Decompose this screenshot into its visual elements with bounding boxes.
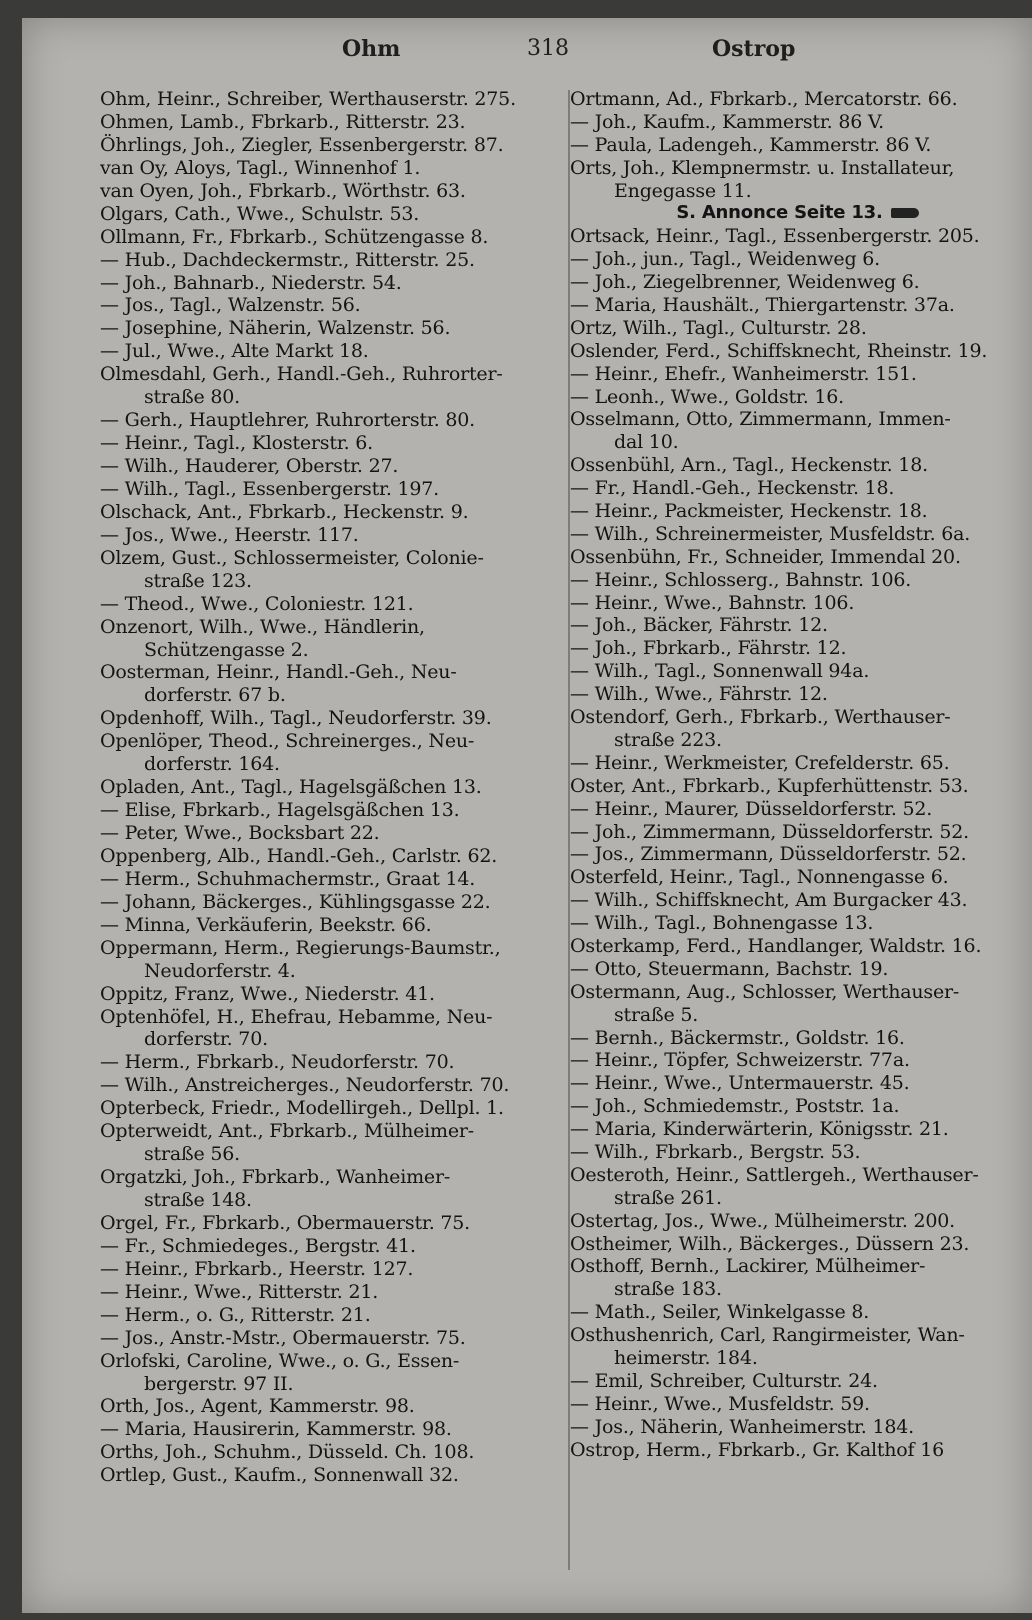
entry-text: straße 123. — [144, 569, 252, 592]
entry-text: Ortsack, Heinr., Tagl., Essenbergerstr. 205. — [570, 225, 980, 248]
entry-text: — Fr., Schmiedeges., Bergstr. 41. — [100, 1234, 416, 1257]
directory-entry — [100, 684, 562, 707]
left-column — [100, 88, 562, 1487]
directory-entry — [570, 821, 1025, 844]
entry-text: — Theod., Wwe., Coloniestr. 121. — [100, 592, 414, 615]
directory-entry — [570, 569, 1025, 592]
directory-entry — [100, 707, 562, 730]
directory-entry — [570, 111, 1025, 134]
entry-text: — Heinr., Wwe., Untermauerstr. 45. — [570, 1072, 910, 1095]
entry-text: Olmesdahl, Gerh., Handl.-Geh., Ruhrorter- — [100, 363, 503, 386]
entry-text: — Heinr., Maurer, Düsseldorferstr. 52. — [570, 797, 933, 820]
entry-text: Öhrlings, Joh., Ziegler, Essenbergerstr. 87. — [100, 133, 504, 156]
entry-text: dorferstr. 164. — [144, 753, 280, 776]
entry-text: — Josephine, Näherin, Walzenstr. 56. — [100, 317, 451, 340]
entry-text: — Heinr., Tagl., Klosterstr. 6. — [100, 432, 373, 455]
entry-text: — Elise, Fbrkarb., Hagelsgäßchen 13. — [100, 799, 460, 822]
directory-entry — [570, 981, 1025, 1004]
directory-entry — [570, 1027, 1025, 1050]
directory-entry — [100, 822, 562, 845]
entry-text: — Peter, Wwe., Bocksbart 22. — [100, 822, 380, 844]
directory-entry — [570, 1095, 1025, 1118]
entry-text: Orth, Jos., Agent, Kammerstr. 98. — [100, 1395, 415, 1418]
entry-text: — Wilh., Hauderer, Oberstr. 27. — [100, 455, 399, 477]
directory-entry — [100, 317, 562, 340]
directory-entry — [570, 386, 1025, 409]
entry-text: dorferstr. 67 b. — [144, 684, 286, 707]
directory-entry — [100, 799, 562, 822]
directory-entry — [100, 1189, 562, 1212]
directory-entry — [570, 1439, 1025, 1462]
directory-entry — [100, 524, 562, 547]
directory-page — [22, 18, 1032, 1613]
directory-entry — [100, 1051, 562, 1074]
directory-entry — [100, 1212, 562, 1235]
entry-text: Orts, Joh., Klempnermstr. u. Installateur, — [570, 156, 955, 179]
entry-text: — Minna, Verkäuferin, Beekstr. 66. — [100, 913, 432, 936]
entry-text: Schützengasse 2. — [144, 638, 309, 661]
directory-entry — [100, 1166, 562, 1189]
directory-entry — [570, 1233, 1025, 1256]
entry-text: Ortz, Wilh., Tagl., Culturstr. 28. — [570, 316, 867, 339]
directory-entry — [100, 1304, 562, 1327]
entry-text: — Maria, Haushält., Thiergartenstr. 37a. — [570, 294, 955, 317]
directory-entry — [100, 914, 562, 937]
entry-text: straße 223. — [614, 728, 722, 751]
entry-text: — Jul., Wwe., Alte Markt 18. — [100, 340, 369, 363]
directory-entry — [100, 730, 562, 753]
directory-entry — [100, 570, 562, 593]
entry-text: — Joh., Ziegelbrenner, Weidenweg 6. — [570, 271, 920, 294]
directory-entry — [100, 478, 562, 501]
directory-entry — [100, 1350, 562, 1373]
entry-text: — Heinr., Wwe., Bahnstr. 106. — [570, 591, 855, 614]
directory-entry — [570, 912, 1025, 935]
entry-text: Opdenhoff, Wilh., Tagl., Neudorferstr. 39. — [100, 707, 492, 730]
directory-entry — [570, 180, 1025, 203]
entry-text: — Heinr., Wwe., Musfeldstr. 59. — [570, 1392, 870, 1415]
entry-text: — Joh., Zimmermann, Düsseldorferstr. 52. — [570, 820, 969, 843]
entry-text: dal 10. — [614, 431, 679, 454]
directory-entry — [570, 546, 1025, 569]
right-column — [570, 88, 1025, 1461]
entry-text: Ohm, Heinr., Schreiber, Werthauserstr. 275. — [100, 88, 516, 110]
directory-entry — [100, 203, 562, 226]
entry-text: Ossenbühn, Fr., Schneider, Immendal 20. — [570, 545, 961, 568]
directory-entry — [570, 1278, 1025, 1301]
directory-entry — [570, 775, 1025, 798]
directory-entry — [100, 363, 562, 386]
directory-entry — [570, 408, 1025, 431]
directory-entry — [100, 386, 562, 409]
directory-entry — [100, 1006, 562, 1029]
directory-entry — [570, 1255, 1025, 1278]
directory-entry — [100, 1327, 562, 1350]
entry-text: Oster, Ant., Fbrkarb., Kupferhüttenstr. 53. — [570, 774, 969, 797]
entry-text: — Jos., Näherin, Wanheimerstr. 184. — [570, 1415, 914, 1438]
directory-entry — [570, 729, 1025, 752]
directory-entry — [100, 753, 562, 776]
entry-text: — Wilh., Fbrkarb., Bergstr. 53. — [570, 1140, 861, 1163]
directory-entry — [570, 431, 1025, 454]
entry-text: Oppitz, Franz, Wwe., Niederstr. 41. — [100, 982, 435, 1005]
entry-text: van Oy, Aloys, Tagl., Winnenhof 1. — [100, 156, 421, 179]
entry-text: — Otto, Steuermann, Bachstr. 19. — [570, 957, 889, 980]
entry-text: straße 80. — [144, 386, 240, 409]
directory-entry — [570, 1164, 1025, 1187]
entry-text: Ostheimer, Wilh., Bäckerges., Düssern 23. — [570, 1232, 970, 1255]
directory-entry — [570, 1301, 1025, 1324]
directory-entry — [100, 249, 562, 272]
directory-entry — [570, 958, 1025, 981]
page-header — [22, 36, 1032, 76]
directory-entry — [100, 409, 562, 432]
entry-text: — Heinr., Ehefr., Wanheimerstr. 151. — [570, 362, 917, 385]
entry-text: heimerstr. 184. — [614, 1346, 758, 1369]
entry-text: — Joh., Bäcker, Fährstr. 12. — [570, 614, 828, 637]
entry-text: — Herm., Schuhmachermstr., Graat 14. — [100, 867, 476, 890]
entry-text: Opterbeck, Friedr., Modellirgeh., Dellpl. 1. — [100, 1097, 504, 1120]
entry-text: Opladen, Ant., Tagl., Hagelsgäßchen 13. — [100, 776, 482, 799]
directory-entry — [570, 1416, 1025, 1439]
directory-entry — [100, 616, 562, 639]
directory-entry — [100, 1235, 562, 1258]
header-right-keyword: Ostrop — [712, 36, 796, 62]
directory-entry — [100, 661, 562, 684]
entry-text: — Maria, Hausirerin, Kammerstr. 98. — [100, 1418, 452, 1441]
directory-entry — [100, 294, 562, 317]
entry-text: — Jos., Zimmermann, Düsseldorferstr. 52. — [570, 843, 967, 866]
entry-text: — Heinr., Werkmeister, Crefelderstr. 65. — [570, 751, 950, 774]
entry-text: Osthoff, Bernh., Lackirer, Mülheimer- — [570, 1255, 926, 1278]
entry-text: Oppenberg, Alb., Handl.-Geh., Carlstr. 62. — [100, 844, 498, 867]
directory-entry — [100, 845, 562, 868]
directory-entry — [570, 1118, 1025, 1141]
entry-text: Osthushenrich, Carl, Rangirmeister, Wan- — [570, 1324, 965, 1347]
entry-text: — Gerh., Hauptlehrer, Ruhrorterstr. 80. — [100, 409, 476, 432]
directory-entry — [100, 1373, 562, 1396]
directory-entry — [570, 363, 1025, 386]
directory-entry — [570, 1393, 1025, 1416]
entry-text: Oosterman, Heinr., Handl.-Geh., Neu- — [100, 661, 457, 684]
entry-text: straße 261. — [614, 1186, 722, 1209]
entry-text: Ostendorf, Gerh., Fbrkarb., Werthauser- — [570, 706, 951, 729]
directory-entry — [570, 294, 1025, 317]
entry-text: — Emil, Schreiber, Culturstr. 24. — [570, 1369, 878, 1392]
entry-text: Engegasse 11. — [614, 179, 752, 202]
directory-entry — [100, 983, 562, 1006]
directory-entry — [100, 937, 562, 960]
entry-text: Osterfeld, Heinr., Tagl., Nonnengasse 6. — [570, 866, 949, 889]
directory-entry — [570, 935, 1025, 958]
entry-text: S. Annonce Seite 13. — [676, 202, 883, 224]
entry-text: — Leonh., Wwe., Goldstr. 16. — [570, 385, 845, 408]
directory-entry — [100, 891, 562, 914]
directory-entry — [570, 1324, 1025, 1347]
entry-text: straße 148. — [144, 1189, 252, 1211]
entry-text: Ossenbühl, Arn., Tagl., Heckenstr. 18. — [570, 454, 928, 477]
entry-text: Osselmann, Otto, Zimmermann, Immen- — [570, 408, 951, 431]
entry-text: — Fr., Handl.-Geh., Heckenstr. 18. — [570, 477, 895, 500]
entry-text: straße 5. — [614, 1003, 699, 1026]
directory-entry — [570, 477, 1025, 500]
entry-text: — Joh., Schmiedemstr., Poststr. 1a. — [570, 1095, 900, 1118]
entry-text: Ostermann, Aug., Schlosser, Werthauser- — [570, 980, 960, 1003]
entry-text: Opterweidt, Ant., Fbrkarb., Mülheimer- — [100, 1120, 474, 1143]
directory-entry — [570, 1370, 1025, 1393]
entry-text: — Heinr., Töpfer, Schweizerstr. 77a. — [570, 1049, 910, 1072]
directory-entry — [570, 134, 1025, 157]
entry-text: Ortlep, Gust., Kaufm., Sonnenwall 32. — [100, 1464, 459, 1487]
entry-text: Oppermann, Herm., Regierungs-Baumstr., — [100, 936, 501, 959]
directory-entry — [100, 1097, 562, 1120]
entry-text: Openlöper, Theod., Schreinerges., Neu- — [100, 730, 475, 753]
directory-entry — [100, 1074, 562, 1097]
directory-entry — [100, 272, 562, 295]
entry-text: Ollmann, Fr., Fbrkarb., Schützengasse 8. — [100, 225, 489, 248]
header-left-keyword: Ohm — [342, 36, 401, 62]
directory-entry — [100, 88, 562, 111]
directory-entry — [570, 317, 1025, 340]
directory-entry — [570, 752, 1025, 775]
directory-entry — [100, 1464, 562, 1487]
entry-text: Ostertag, Jos., Wwe., Mülheimerstr. 200. — [570, 1209, 956, 1232]
entry-text: — Wilh., Wwe., Fährstr. 12. — [570, 683, 828, 706]
entry-text: — Joh., jun., Tagl., Weidenweg 6. — [570, 248, 880, 271]
entry-text: — Joh., Fbrkarb., Fährstr. 12. — [570, 637, 847, 660]
entry-text: — Bernh., Bäckermstr., Goldstr. 16. — [570, 1026, 905, 1049]
entry-text: van Oyen, Joh., Fbrkarb., Wörthstr. 63. — [100, 179, 466, 202]
directory-entry — [100, 1281, 562, 1304]
entry-text: Ortmann, Ad., Fbrkarb., Mercatorstr. 66. — [570, 88, 958, 110]
directory-entry — [570, 843, 1025, 866]
entry-text: Olgars, Cath., Wwe., Schulstr. 53. — [100, 202, 420, 225]
directory-entry — [100, 134, 562, 157]
directory-entry — [570, 866, 1025, 889]
directory-entry — [570, 683, 1025, 706]
entry-text: — Jos., Tagl., Walzenstr. 56. — [100, 294, 361, 317]
entry-text: Olschack, Ant., Fbrkarb., Heckenstr. 9. — [100, 500, 469, 523]
directory-entry — [100, 960, 562, 983]
directory-entry — [100, 226, 562, 249]
entry-text: Olzem, Gust., Schlossermeister, Colonie- — [100, 546, 484, 569]
entry-text: — Joh., Bahnarb., Niederstr. 54. — [100, 271, 402, 294]
directory-entry — [100, 868, 562, 891]
directory-entry — [570, 500, 1025, 523]
directory-entry — [100, 111, 562, 134]
directory-entry — [570, 157, 1025, 180]
directory-entry — [570, 1210, 1025, 1233]
entry-text: Osterkamp, Ferd., Handlanger, Waldstr. 16. — [570, 934, 982, 957]
entry-text: — Heinr., Fbrkarb., Heerstr. 127. — [100, 1257, 414, 1280]
directory-entry — [100, 776, 562, 799]
entry-text: straße 183. — [614, 1278, 722, 1301]
directory-entry — [570, 88, 1025, 111]
entry-text: Oslender, Ferd., Schiffsknecht, Rheinstr. 19. — [570, 339, 988, 362]
directory-entry — [100, 639, 562, 662]
directory-entry — [100, 1143, 562, 1166]
entry-text: — Paula, Ladengeh., Kammerstr. 86 V. — [570, 133, 932, 156]
directory-entry — [100, 432, 562, 455]
entry-text: — Wilh., Anstreicherges., Neudorferstr. 70. — [100, 1074, 510, 1097]
entry-text: — Heinr., Wwe., Ritterstr. 21. — [100, 1280, 379, 1303]
entry-text: Optenhöfel, H., Ehefrau, Hebamme, Neu- — [100, 1005, 493, 1028]
entry-text: — Hub., Dachdeckermstr., Ritterstr. 25. — [100, 248, 475, 271]
directory-entry — [570, 1347, 1025, 1370]
directory-entry — [570, 225, 1025, 248]
entry-text: Ostrop, Herm., Fbrkarb., Gr. Kalthof 16 — [570, 1438, 944, 1461]
directory-entry — [570, 889, 1025, 912]
entry-text: dorferstr. 70. — [144, 1028, 268, 1051]
entry-text: — Wilh., Tagl., Essenbergerstr. 197. — [100, 477, 440, 500]
directory-entry — [100, 501, 562, 524]
directory-entry — [100, 547, 562, 570]
entry-text: — Jos., Anstr.-Mstr., Obermauerstr. 75. — [100, 1326, 466, 1349]
directory-entry — [100, 1258, 562, 1281]
entry-text: Orths, Joh., Schuhm., Düsseld. Ch. 108. — [100, 1441, 475, 1464]
directory-entry — [570, 706, 1025, 729]
directory-entry — [570, 1187, 1025, 1210]
directory-entry — [570, 340, 1025, 363]
entry-text: — Herm., o. G., Ritterstr. 21. — [100, 1303, 371, 1326]
directory-entry — [100, 1395, 562, 1418]
directory-entry — [570, 271, 1025, 294]
entry-text: Ohmen, Lamb., Fbrkarb., Ritterstr. 23. — [100, 110, 466, 133]
page-number: 318 — [527, 36, 569, 61]
entry-text: Orlofski, Caroline, Wwe., o. G., Essen- — [100, 1349, 460, 1372]
directory-entry — [100, 455, 562, 478]
entry-text: Orgatzki, Joh., Fbrkarb., Wanheimer- — [100, 1166, 451, 1189]
entry-text: — Wilh., Schreinermeister, Musfeldstr. 6a. — [570, 522, 971, 545]
directory-entry — [100, 1028, 562, 1051]
directory-entry — [570, 614, 1025, 637]
directory-entry — [570, 637, 1025, 660]
entry-text: — Wilh., Tagl., Bohnengasse 13. — [570, 912, 874, 935]
entry-text: — Maria, Kinderwärterin, Königsstr. 21. — [570, 1118, 949, 1141]
entry-text: — Heinr., Schlosserg., Bahnstr. 106. — [570, 568, 912, 591]
directory-entry — [570, 592, 1025, 615]
directory-entry — [100, 1418, 562, 1441]
entry-text: — Joh., Kaufm., Kammerstr. 86 V. — [570, 110, 884, 133]
directory-entry — [570, 523, 1025, 546]
directory-entry — [570, 454, 1025, 477]
directory-entry — [570, 1004, 1025, 1027]
directory-entry — [570, 1049, 1025, 1072]
entry-text: Orgel, Fr., Fbrkarb., Obermauerstr. 75. — [100, 1211, 471, 1234]
entry-text: — Wilh., Schiffsknecht, Am Burgacker 43. — [570, 889, 968, 912]
entry-text: — Math., Seiler, Winkelgasse 8. — [570, 1301, 870, 1324]
directory-entry — [100, 1441, 562, 1464]
entry-text: — Herm., Fbrkarb., Neudorferstr. 70. — [100, 1051, 455, 1074]
directory-entry — [570, 798, 1025, 821]
directory-entry — [570, 248, 1025, 271]
directory-entry — [100, 593, 562, 616]
entry-text: — Wilh., Tagl., Sonnenwall 94a. — [570, 660, 870, 683]
entry-text: bergerstr. 97 II. — [144, 1372, 294, 1395]
entry-text: Oesteroth, Heinr., Sattlergeh., Werthauser- — [570, 1163, 979, 1186]
directory-entry — [570, 660, 1025, 683]
entry-text: — Johann, Bäckerges., Kühlingsgasse 22. — [100, 890, 491, 913]
pointing-hand-icon — [891, 208, 919, 218]
entry-text: straße 56. — [144, 1143, 240, 1166]
directory-entry — [100, 1120, 562, 1143]
entry-text: — Heinr., Packmeister, Heckenstr. 18. — [570, 500, 928, 523]
annonce-note — [570, 202, 1025, 225]
directory-entry — [570, 1141, 1025, 1164]
entry-text: Neudorferstr. 4. — [144, 959, 296, 982]
directory-entry — [100, 180, 562, 203]
directory-entry — [100, 340, 562, 363]
directory-entry — [570, 1072, 1025, 1095]
directory-entry — [100, 157, 562, 180]
entry-text: — Jos., Wwe., Heerstr. 117. — [100, 523, 359, 546]
entry-text: Onzenort, Wilh., Wwe., Händlerin, — [100, 615, 425, 638]
